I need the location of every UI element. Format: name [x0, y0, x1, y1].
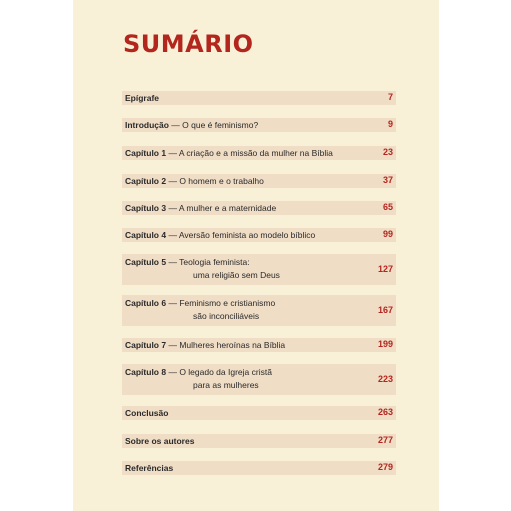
book-page: [73, 0, 439, 511]
toc-entry-label: Capítulo 7: [125, 340, 167, 350]
toc-entry-capitulo-2: [122, 174, 396, 188]
toc-entry-subtitle-continued: para as mulheres: [193, 380, 259, 390]
toc-entry-page: 23: [382, 147, 393, 157]
toc-entry-label: Capítulo 4: [125, 230, 167, 240]
toc-entry-label: Introdução: [125, 120, 169, 130]
toc-entry-page: 127: [377, 264, 393, 274]
toc-entry-subtitle: — Aversão feminista ao modelo bíblico: [166, 230, 316, 240]
toc-entry-page: 263: [377, 407, 393, 417]
page-title: SUMÁRIO: [123, 30, 254, 58]
toc-entry-capitulo-1: [122, 146, 396, 160]
toc-entry-subtitle: — A criação e a missão da mulher na Bíblia: [166, 148, 333, 158]
toc-entry-subtitle: — Teologia feminista:: [166, 257, 250, 267]
toc-entry-subtitle: — O homem e o trabalho: [166, 176, 264, 186]
toc-entry-page: 99: [382, 229, 393, 239]
toc-entry-label: Epígrafe: [125, 93, 160, 103]
toc-entry-label: Capítulo 2: [125, 176, 167, 186]
toc-entry-subtitle: — Mulheres heroínas na Bíblia: [166, 340, 286, 350]
toc-entry-sobre-os-autores: [122, 434, 396, 448]
toc-entry-page: 7: [387, 92, 393, 102]
toc-entry-label: Capítulo 5: [125, 257, 167, 267]
toc-entry-capitulo-3: [122, 201, 396, 215]
toc-entry-epigrafe: [122, 91, 396, 105]
toc-entry-subtitle: — O que é feminismo?: [168, 120, 259, 130]
toc-entry-subtitle: — A mulher e a maternidade: [166, 203, 277, 213]
toc-entry-page: 37: [382, 175, 393, 185]
toc-entry-referencias: [122, 461, 396, 475]
toc-entry-introducao: [122, 118, 396, 132]
toc-entry-page: 279: [377, 462, 393, 472]
toc-entry-label: Capítulo 8: [125, 367, 167, 377]
toc-entry-subtitle-continued: uma religião sem Deus: [193, 270, 280, 280]
toc-entry-page: 9: [387, 119, 393, 129]
toc-entry-capitulo-7: [122, 338, 396, 352]
toc-entry-conclusao: [122, 406, 396, 420]
toc-entry-label: Capítulo 6: [125, 298, 167, 308]
toc-entry-capitulo-6: [122, 295, 396, 326]
toc-entry-label: Referências: [125, 463, 174, 473]
toc-entry-page: 65: [382, 202, 393, 212]
toc-entry-page: 199: [377, 339, 393, 349]
toc-entry-label: Capítulo 1: [125, 148, 167, 158]
toc-entry-page: 277: [377, 435, 393, 445]
toc-entry-page: 223: [377, 374, 393, 384]
toc-entry-subtitle: — Feminismo e cristianismo: [166, 298, 276, 308]
toc-entry-label: Capítulo 3: [125, 203, 167, 213]
toc-entry-subtitle-continued: são inconciliáveis: [193, 311, 260, 321]
toc-entry-label: Sobre os autores: [125, 436, 195, 446]
toc-entry-subtitle: — O legado da Igreja cristã: [166, 367, 272, 377]
toc-entry-capitulo-8: [122, 364, 396, 395]
toc-entry-label: Conclusão: [125, 408, 169, 418]
toc-entry-capitulo-5: [122, 254, 396, 285]
toc-entry-capitulo-4: [122, 228, 396, 242]
toc-entry-page: 167: [377, 305, 393, 315]
